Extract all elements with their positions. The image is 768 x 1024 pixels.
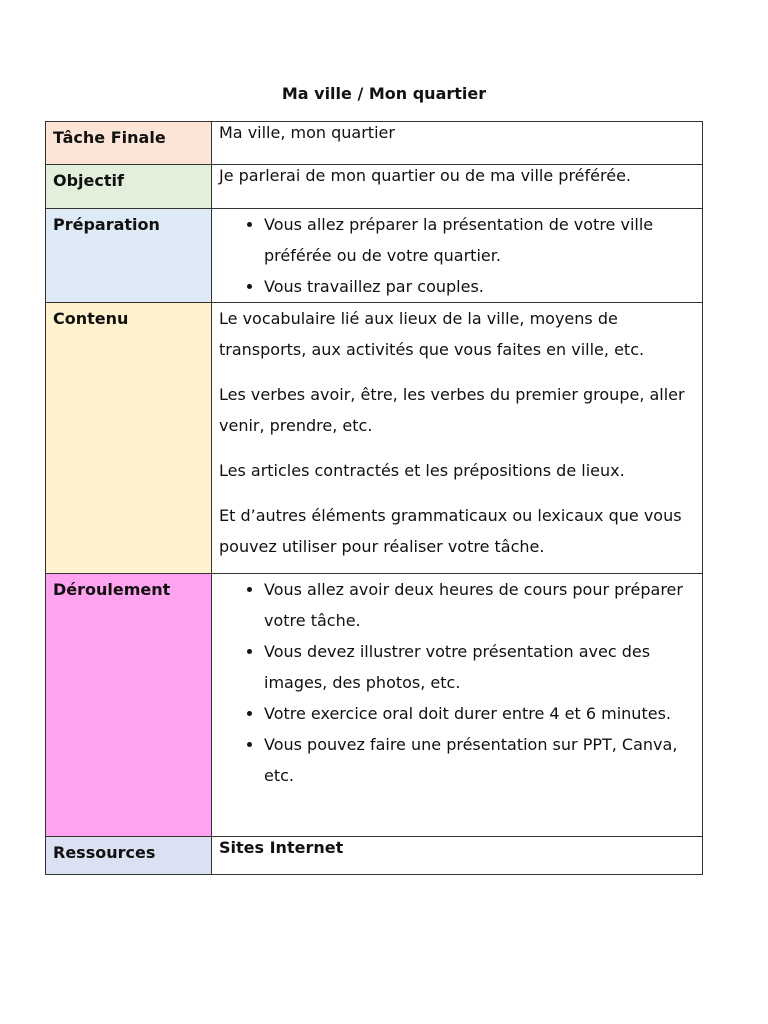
content-preparation <box>212 209 703 303</box>
lesson-plan-table <box>45 121 703 875</box>
content-objectif: Je parlerai de mon quartier ou de ma ville préférée. <box>212 165 703 209</box>
list-item: • Vous devez illustrer votre présentation avec des images, des photos, etc. <box>264 636 695 698</box>
label-preparation: Préparation <box>46 209 212 303</box>
page-title: Ma ville / Mon quartier <box>281 84 487 103</box>
row-tache-finale <box>46 122 703 165</box>
content-ressources: Sites Internet <box>212 837 703 875</box>
list-item: • Vous allez avoir deux heures de cours pour préparer votre tâche. <box>264 574 695 636</box>
label-deroulement: Déroulement <box>46 574 212 837</box>
content-deroulement <box>212 574 703 837</box>
label-tache-finale: Tâche Finale <box>46 122 212 165</box>
row-objectif <box>46 165 703 209</box>
row-deroulement <box>46 574 703 837</box>
content-paragraph: Le vocabulaire lié aux lieux de la ville, moyens de transports, aux activités que vous faites en ville, etc. <box>219 309 645 359</box>
preparation-list <box>219 209 695 302</box>
content-tache-finale: Ma ville, mon quartier <box>212 122 703 165</box>
row-ressources <box>46 837 703 875</box>
list-item: • Vous travaillez par couples. <box>264 271 695 302</box>
list-item: • Vous pouvez faire une présentation sur PPT, Canva, etc. <box>264 729 695 791</box>
row-contenu <box>46 303 703 574</box>
row-preparation <box>46 209 703 303</box>
label-objectif: Objectif <box>46 165 212 209</box>
content-paragraph: Et d’autres éléments grammaticaux ou lexicaux que vous pouvez utiliser pour réaliser votre tâche. <box>219 506 682 556</box>
content-contenu <box>212 303 703 574</box>
label-ressources: Ressources <box>46 837 212 875</box>
deroulement-list <box>219 574 695 791</box>
content-paragraph: Les articles contractés et les prépositions de lieux. <box>219 461 625 480</box>
list-item: • Vous allez préparer la présentation de votre ville préférée ou de votre quartier. <box>264 209 695 271</box>
list-item: • Votre exercice oral doit durer entre 4 et 6 minutes. <box>264 698 695 729</box>
label-contenu: Contenu <box>46 303 212 574</box>
content-paragraph: Les verbes avoir, être, les verbes du premier groupe, aller venir, prendre, etc. <box>219 385 685 435</box>
